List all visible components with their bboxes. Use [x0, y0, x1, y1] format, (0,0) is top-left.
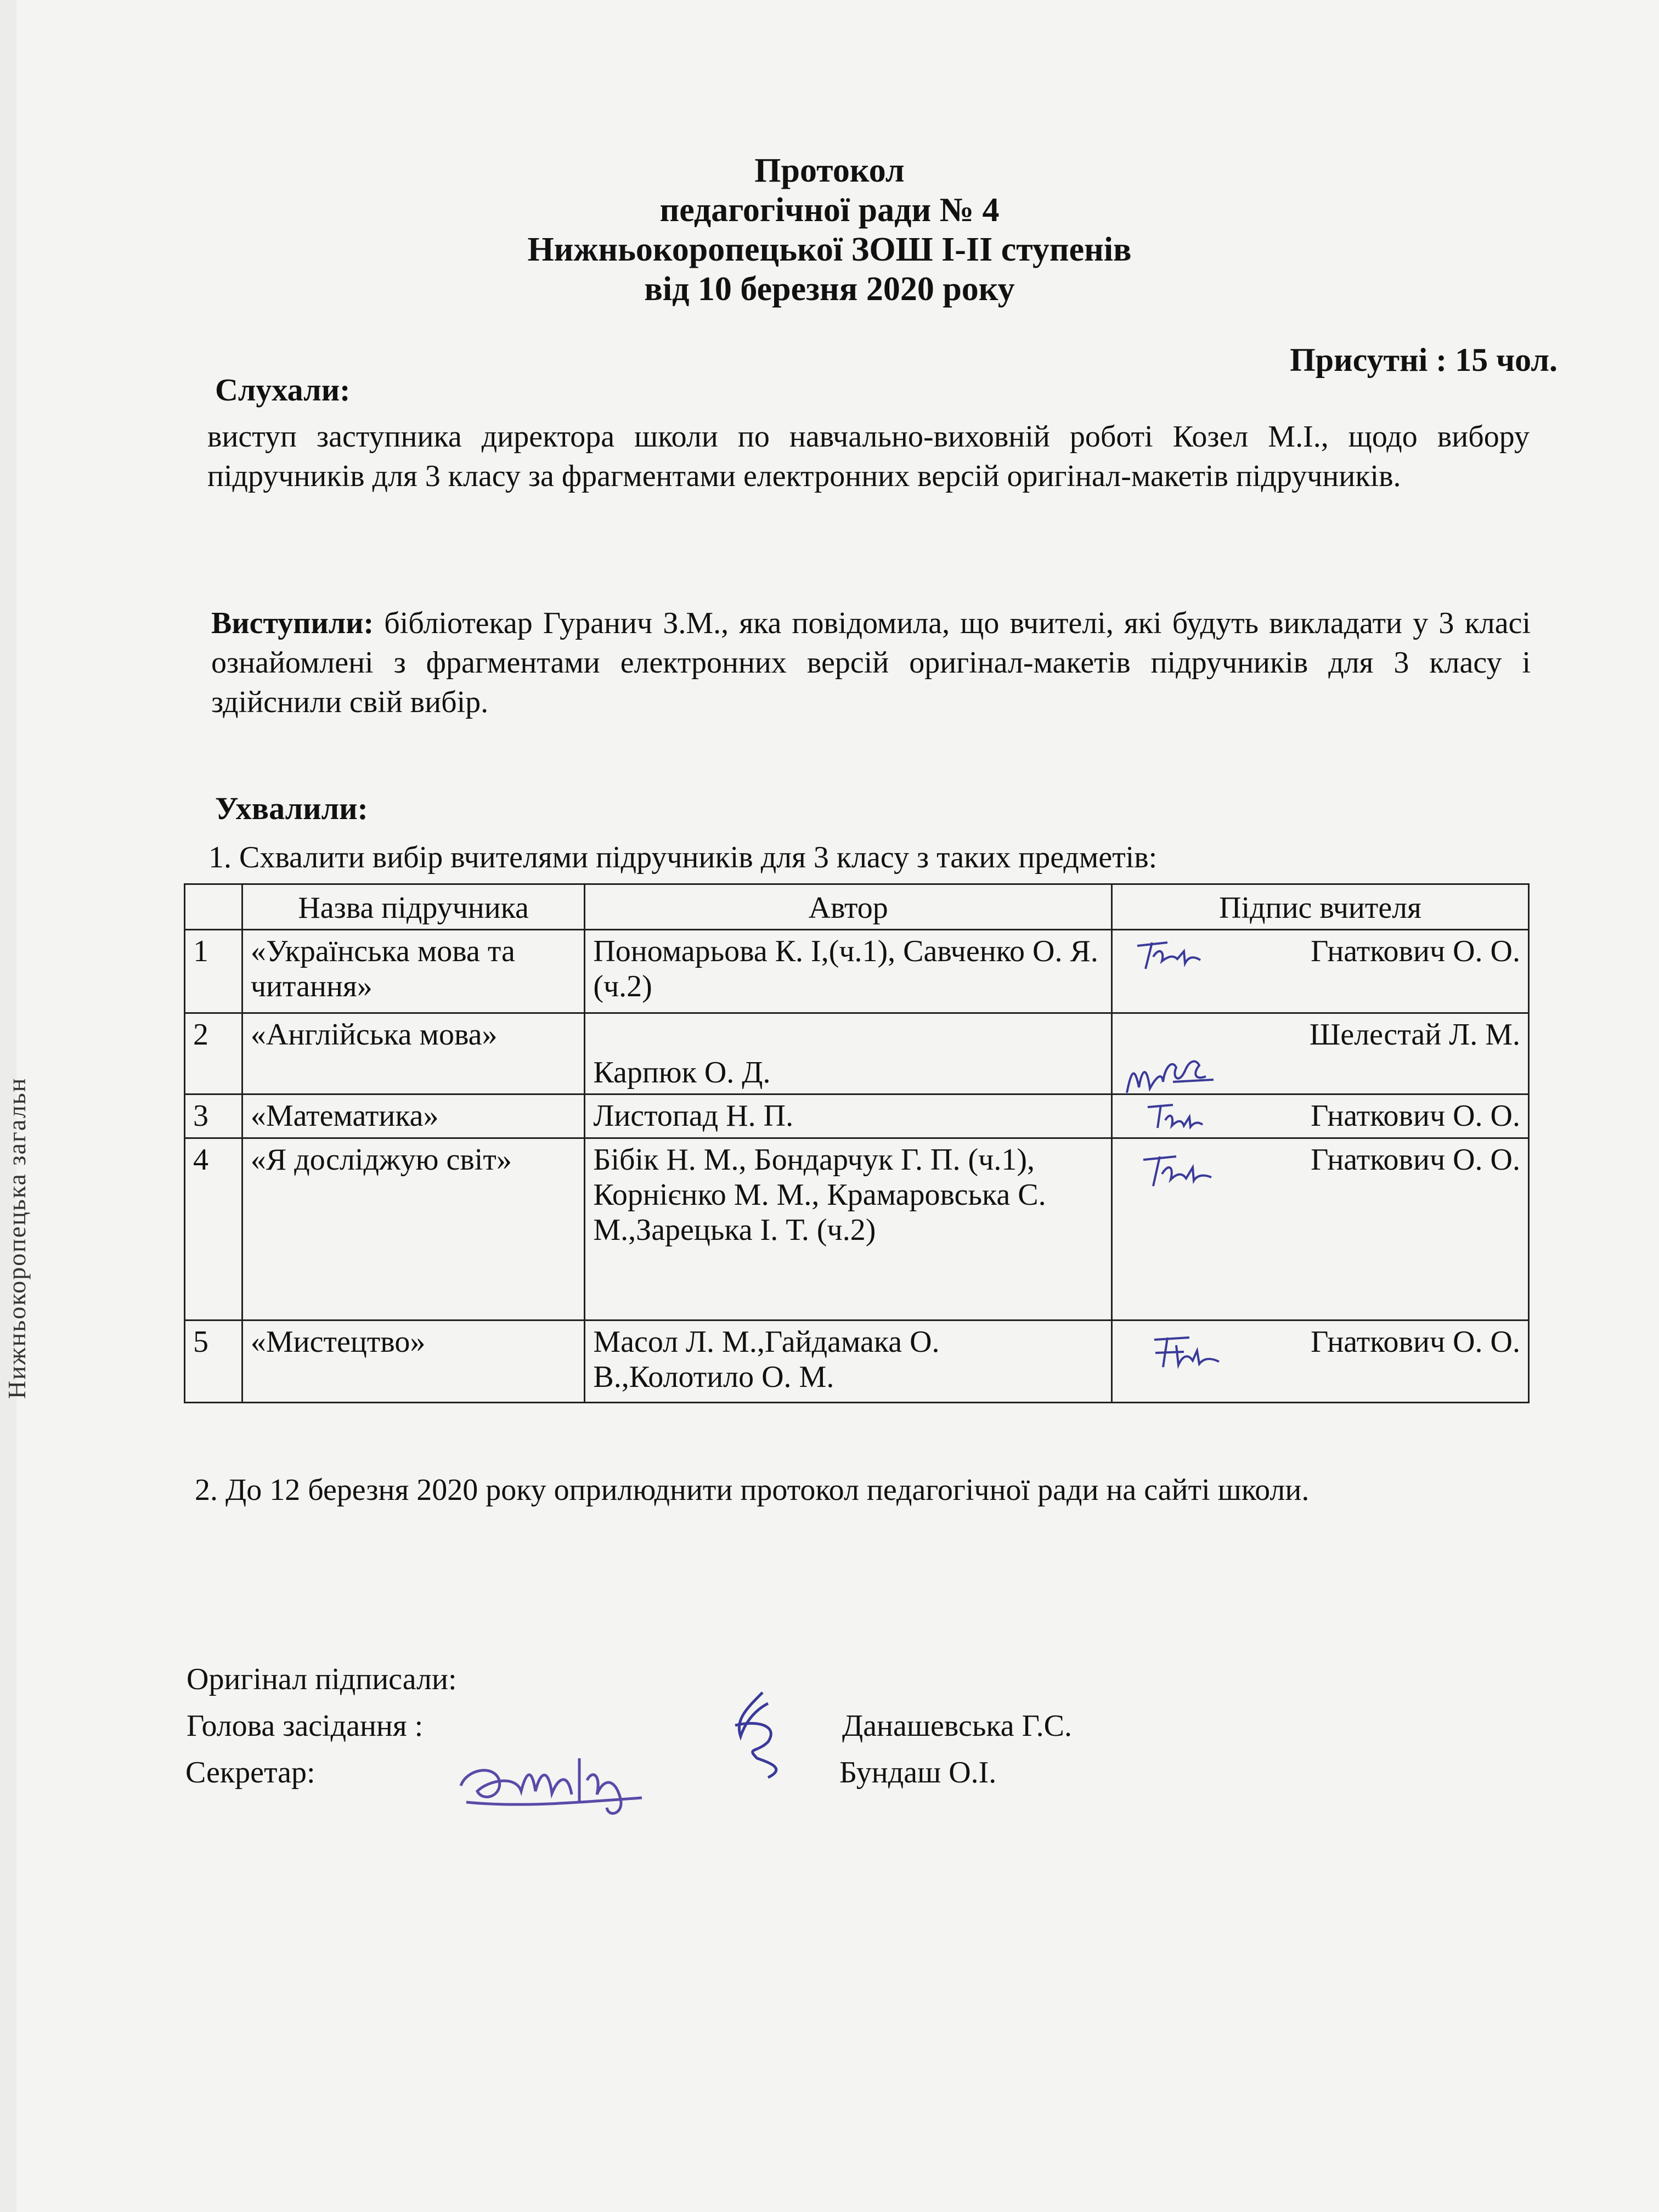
- chair-name: Данашевська Г.С.: [842, 1709, 1072, 1743]
- teacher-name: Гнаткович О. О.: [1311, 934, 1520, 968]
- table-row: [185, 1094, 1529, 1138]
- row-author: Масол Л. М.,Гайдамака О. В.,Колотило О. М.: [585, 1321, 1112, 1403]
- header-signature: Підпис вчителя: [1112, 884, 1529, 930]
- row-number: 5: [185, 1321, 242, 1403]
- row-number: 3: [185, 1094, 242, 1138]
- teacher-name: Гнаткович О. О.: [1311, 1325, 1520, 1359]
- school-name: Нижньокоропецької ЗОШ І-ІІ ступенів: [527, 231, 1132, 268]
- teacher-signature: [1151, 1329, 1228, 1373]
- signed-by-label: Оригінал підписали:: [187, 1662, 457, 1696]
- spoke-text: бібліотекар Гуранич З.М., яка повідомила, що вчителі, які будуть викладати у 3 класі ознайомлені з фрагментами електронних версій оригінал-макетів підручників для 3 класу і здійснили свій вибір.: [211, 606, 1531, 719]
- row-author: Пономарьова К. І,(ч.1), Савченко О. Я. (ч.2): [585, 930, 1112, 1013]
- teacher-signature: [1135, 935, 1211, 973]
- chair-label: Голова засідання :: [187, 1709, 424, 1743]
- spoke-paragraph: [211, 603, 1531, 722]
- teacher-name: Гнаткович О. О.: [1311, 1099, 1520, 1133]
- row-title: «Українська мова та читання»: [242, 930, 584, 1013]
- row-title: «Мистецтво»: [242, 1321, 584, 1403]
- teacher-name: Шелестай Л. М.: [1309, 1018, 1520, 1052]
- present-count: Присутні : 15 чол.: [1290, 342, 1558, 378]
- row-author: Листопад Н. П.: [585, 1094, 1112, 1138]
- teacher-signature: [1124, 1049, 1217, 1098]
- table-row: [185, 1138, 1529, 1321]
- secretary-signature: [455, 1747, 653, 1824]
- secretary-name: Бундаш О.І.: [839, 1756, 997, 1790]
- textbooks-table: [184, 883, 1530, 1403]
- document-subtitle: педагогічної ради № 4: [659, 191, 1000, 229]
- decision-item-2: 2. До 12 березня 2020 року оприлюднити протокол педагогічної ради на сайті школи.: [195, 1473, 1310, 1507]
- header-number: [185, 884, 242, 930]
- row-teacher-signature: [1112, 1138, 1529, 1321]
- heard-text: виступ заступника директора школи по навчально-виховній роботі Козел М.І., щодо вибору підручників для 3 класу за фрагментами електронних версій оригінал-макетів підручників.: [207, 420, 1530, 493]
- row-number: 4: [185, 1138, 242, 1321]
- title-block: [0, 151, 1659, 309]
- row-teacher-signature: [1112, 1321, 1529, 1403]
- document-date: від 10 березня 2020 року: [644, 270, 1015, 308]
- teacher-signature: [1146, 1098, 1206, 1131]
- table-header-row: [185, 884, 1529, 930]
- header-author: Автор: [585, 884, 1112, 930]
- table-row: [185, 1321, 1529, 1403]
- row-title: «Я досліджую світ»: [242, 1138, 584, 1321]
- header-title: Назва підручника: [242, 884, 584, 930]
- row-title: «Математика»: [242, 1094, 584, 1138]
- table-row: [185, 1013, 1529, 1094]
- heard-label: Слухали:: [215, 372, 351, 408]
- decision-item-1: 1. Схвалити вибір вчителями підручників для 3 класу з таких предметів:: [208, 840, 1158, 874]
- row-teacher-signature: [1112, 1013, 1529, 1094]
- table-row: [185, 930, 1529, 1013]
- secretary-label: Секретар:: [185, 1756, 315, 1790]
- row-title: «Англійська мова»: [242, 1013, 584, 1094]
- row-author: Бібік Н. М., Бондарчук Г. П. (ч.1), Корнієнко М. М., Крамаровська С. М.,Зарецька І. Т. (ч.2): [585, 1138, 1112, 1321]
- document-title: Протокол: [754, 152, 905, 189]
- row-number: 1: [185, 930, 242, 1013]
- chair-signature: [724, 1687, 806, 1780]
- row-number: 2: [185, 1013, 242, 1094]
- row-teacher-signature: [1112, 1094, 1529, 1138]
- decided-label: Ухвалили:: [215, 791, 368, 826]
- teacher-signature: [1140, 1147, 1222, 1190]
- row-author: Карпюк О. Д.: [585, 1013, 1112, 1094]
- side-edge-text: Нижньокоропецька загальн: [3, 1077, 31, 1399]
- spoke-label: Виступили:: [211, 606, 374, 640]
- teacher-name: Гнаткович О. О.: [1311, 1143, 1520, 1177]
- row-teacher-signature: [1112, 930, 1529, 1013]
